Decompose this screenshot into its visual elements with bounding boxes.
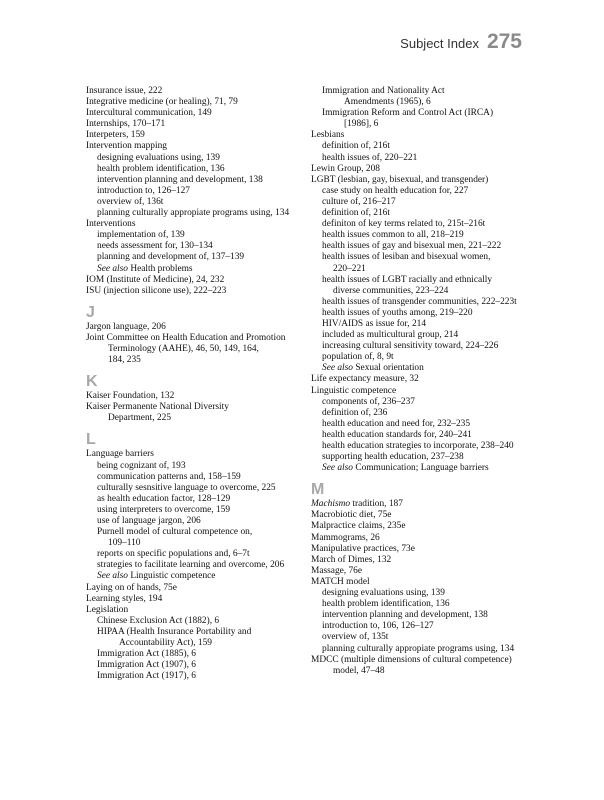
index-subentry: included as multicultural group, 214 (322, 330, 459, 341)
index-entry: ISU (injection silicone use), 222–223 (86, 285, 227, 296)
index-subentry: being cognizant of, 193 (97, 460, 186, 471)
index-subentry: definition of, 216t (322, 141, 390, 152)
index-subentry: Chinese Exclusion Act (1882), 6 (97, 615, 220, 626)
index-entry: Lesbians (311, 130, 345, 141)
index-subentry: culturally sesnsitive language to overcome, 225 (97, 482, 276, 493)
index-subentry: diverse communities, 223–224 (333, 285, 449, 296)
index-entry: Linguistic competence (311, 385, 397, 396)
index-subentry: population of, 8, 9t (322, 352, 394, 363)
index-subentry: supporting health education, 237–238 (322, 452, 464, 463)
index-subentry: [1986], 6 (344, 119, 379, 130)
index-subentry: HIPAA (Health Insurance Portability and (97, 626, 252, 637)
index-subentry: case study on health education for, 227 (322, 185, 469, 196)
index-entry: Interpeters, 159 (86, 130, 145, 141)
index-subentry: Department, 225 (108, 413, 172, 424)
index-subentry: health issues of, 220–221 (322, 152, 418, 163)
index-subentry: health issues of gay and bisexual men, 221–222 (322, 241, 502, 252)
index-subentry: HIV/AIDS as issue for, 214 (322, 318, 427, 329)
index-entry: Jargon language, 206 (86, 321, 166, 332)
index-subentry: Immigration Act (1917), 6 (97, 671, 196, 682)
index-column-right (311, 86, 517, 677)
index-subentry: 109–110 (108, 538, 141, 549)
index-entry: MATCH model (311, 576, 370, 587)
index-letter-heading: L (86, 431, 96, 449)
index-subentry: increasing cultural sensitivity toward, 224–226 (322, 341, 499, 352)
index-subentry: health education strategies to incorporate, 238–240 (322, 441, 514, 451)
index-entry: Mammograms, 26 (311, 532, 380, 543)
index-entry: Laying on of hands, 75e (86, 582, 177, 593)
index-subentry: as health education factor, 128–129 (97, 493, 231, 504)
index-subentry: 220–221 (333, 263, 366, 274)
index-subentry: strategies to facilitate learning and overcome, 206 (97, 560, 285, 571)
index-entry: Joint Committee on Health Education and Promotion (86, 332, 286, 343)
index-subentry: communication patterns and, 158–159 (97, 471, 241, 482)
index-entry: Intercultural communication, 149 (86, 108, 212, 119)
index-subentry: health education standards for, 240–241 (322, 429, 472, 440)
index-entry: Integrative medicine (or healing), 71, 79 (86, 97, 238, 108)
index-subentry: health problem identification, 136 (322, 599, 450, 610)
index-entry: Machismo tradition, 187 (311, 499, 403, 510)
index-entry: MDCC (multiple dimensions of cultural competence) (311, 654, 512, 665)
index-entry: Intervention mapping (86, 141, 167, 152)
index-subentry: See also Health problems (97, 263, 193, 274)
index-entry: Life expectancy measure, 32 (311, 374, 419, 385)
index-entry: March of Dimes, 132 (311, 554, 392, 565)
index-subentry: See also Sexual orientation (322, 363, 424, 374)
index-entry: LGBT (lesbian, gay, bisexual, and transgender) (311, 174, 489, 185)
page-number: 275 (486, 30, 522, 53)
index-entry: IOM (Institute of Medicine), 24, 232 (86, 274, 225, 285)
index-entry: Manipulative practices, 73e (311, 543, 415, 554)
index-entry: Kaiser Foundation, 132 (86, 391, 175, 402)
index-entry: Massage, 76e (311, 565, 363, 576)
index-subentry: Immigration Act (1907), 6 (97, 660, 196, 671)
index-entry: Interventions (86, 219, 136, 230)
running-header (400, 30, 522, 54)
index-entry: Macrobiotic diet, 75e (311, 510, 392, 521)
index-subentry: health problem identification, 136 (97, 163, 225, 174)
index-subentry: introduction to, 106, 126–127 (322, 621, 434, 632)
index-letter-heading: M (311, 481, 325, 499)
index-subentry: planning and development of, 137–139 (97, 252, 245, 263)
index-subentry: implementation of, 139 (97, 230, 185, 241)
index-subentry: 184, 235 (108, 355, 141, 366)
index-subentry: Immigration and Nationality Act (322, 86, 445, 96)
index-subentry: planning culturally appropiate programs using, 134 (322, 643, 515, 654)
index-subentry: Terminology (AAHE), 46, 50, 149, 164, (108, 343, 259, 354)
index-subentry: designing evaluations using, 139 (322, 588, 445, 599)
index-subentry: definition of, 216t (322, 208, 390, 219)
index-subentry: health education and need for, 232–235 (322, 418, 471, 429)
index-subentry: overview of, 135t (322, 632, 389, 643)
index-subentry: Accountability Act), 159 (119, 638, 212, 649)
index-entry: Learning styles, 194 (86, 593, 163, 604)
index-subentry: model, 47–48 (333, 665, 385, 676)
index-entry: Internships, 170–171 (86, 119, 166, 130)
index-entry: Kaiser Permanente National Diversity (86, 402, 229, 413)
index-subentry: planning culturally appropiate programs using, 134 (97, 208, 290, 219)
index-subentry: Purnell model of cultural competence on, (97, 527, 253, 538)
index-subentry: Immigration Act (1885), 6 (97, 649, 196, 660)
index-subentry: introduction to, 126–127 (97, 185, 190, 196)
index-subentry: reports on specific populations and, 6–7t (97, 549, 250, 560)
index-letter-heading: K (86, 373, 98, 391)
index-subentry: components of, 236–237 (322, 396, 415, 407)
index-letter-heading: J (86, 303, 95, 321)
index-subentry: definiton of key terms related to, 215t–216t (322, 219, 486, 230)
index-subentry: definition of, 236 (322, 407, 388, 418)
index-subentry: intervention planning and development, 138 (322, 610, 488, 621)
index-subentry: using interpreters to overcome, 159 (97, 504, 231, 515)
index-subentry: health issues common to all, 218–219 (322, 230, 464, 241)
index-entry: Language barriers (86, 449, 154, 460)
header-title: Subject Index (400, 36, 479, 51)
index-subentry: designing evaluations using, 139 (97, 152, 220, 163)
index-subentry: Amendments (1965), 6 (344, 97, 431, 108)
index-entry: Legislation (86, 604, 129, 615)
index-subentry: See also Communication; Language barriers (322, 463, 489, 474)
index-subentry: health issues of LGBT racially and ethnically (322, 274, 493, 285)
index-subentry: health issues of youths among, 219–220 (322, 307, 473, 318)
index-subentry: use of language jargon, 206 (97, 516, 201, 526)
index-subentry: See also Linguistic competence (97, 571, 216, 582)
index-subentry: Immigration Reform and Control Act (IRCA) (322, 108, 494, 119)
index-entry: Lewin Group, 208 (311, 163, 380, 174)
index-column-left (86, 86, 289, 682)
index-entry: Malpractice claims, 235e (311, 521, 406, 532)
index-subentry: overview of, 136t (97, 196, 164, 207)
index-subentry: health issues of transgender communities, 222–223t (322, 296, 517, 307)
index-subentry: health issues of lesiban and bisexual women, (322, 252, 491, 263)
index-entry: Insurance issue, 222 (86, 86, 163, 96)
index-subentry: culture of, 216–217 (322, 196, 396, 207)
index-subentry: needs assessment for, 130–134 (97, 241, 213, 252)
index-subentry: intervention planning and development, 138 (97, 174, 263, 185)
